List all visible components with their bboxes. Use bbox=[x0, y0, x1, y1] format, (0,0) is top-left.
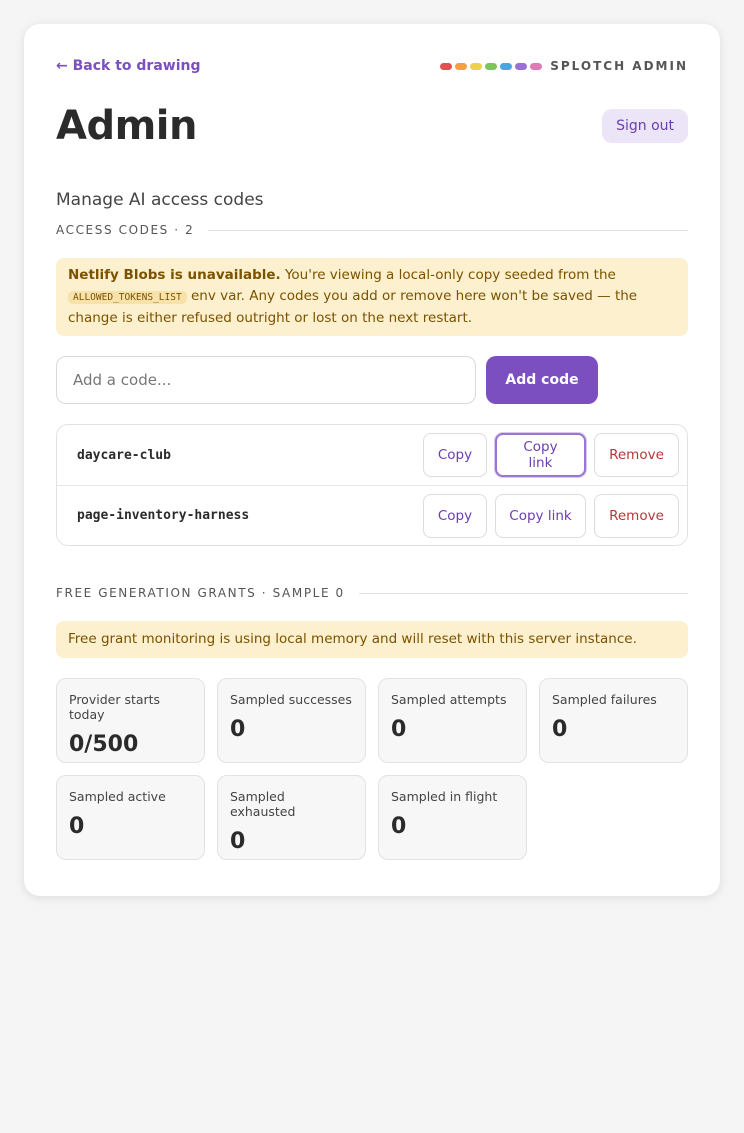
stats-grid bbox=[56, 678, 688, 860]
page-title: Admin bbox=[56, 103, 197, 149]
stat-value: 0 bbox=[391, 717, 407, 742]
add-code-row bbox=[56, 356, 598, 404]
stat-value: 0 bbox=[69, 814, 85, 839]
row-actions bbox=[423, 433, 679, 477]
stat-value: 0 bbox=[391, 814, 407, 839]
grant-monitoring-notice bbox=[56, 621, 688, 658]
access-codes-section-label: ACCESS CODES · 2 bbox=[56, 223, 195, 237]
brand-dot bbox=[470, 63, 482, 70]
title-row bbox=[56, 104, 688, 148]
copy-link-button[interactable]: Copy link bbox=[495, 433, 586, 477]
copy-link-button[interactable]: Copy link bbox=[495, 494, 586, 538]
remove-button[interactable]: Remove bbox=[594, 494, 679, 538]
stat-card bbox=[539, 678, 688, 763]
add-code-button[interactable]: Add code bbox=[486, 356, 598, 404]
remove-button[interactable]: Remove bbox=[594, 433, 679, 477]
stat-value: 0/500 bbox=[69, 732, 139, 757]
brand-dot bbox=[515, 63, 527, 70]
code-row bbox=[57, 485, 687, 545]
copy-button[interactable]: Copy bbox=[423, 433, 487, 477]
brand-dot bbox=[455, 63, 467, 70]
stat-value: 0 bbox=[230, 829, 246, 854]
page-subtitle: Manage AI access codes bbox=[56, 190, 264, 210]
brand bbox=[440, 59, 688, 73]
stat-label: Provider starts today bbox=[69, 692, 161, 722]
stat-card bbox=[217, 678, 366, 763]
brand-dot bbox=[530, 63, 542, 70]
code-name: daycare-club bbox=[77, 447, 171, 463]
code-row bbox=[57, 425, 687, 485]
row-actions bbox=[423, 494, 679, 538]
codes-list bbox=[56, 424, 688, 546]
brand-dot bbox=[485, 63, 497, 70]
admin-card bbox=[24, 24, 720, 896]
stat-value: 0 bbox=[230, 717, 246, 742]
top-bar bbox=[56, 57, 688, 75]
brand-label: SPLOTCH ADMIN bbox=[550, 59, 688, 73]
notice-bold-text: Netlify Blobs is unavailable. bbox=[68, 267, 281, 283]
stat-card bbox=[56, 775, 205, 860]
copy-button[interactable]: Copy bbox=[423, 494, 487, 538]
notice-text: You're viewing a local-only copy seeded from the bbox=[280, 267, 616, 283]
stat-label: Sampled in flight bbox=[391, 789, 498, 804]
stat-label: Sampled attempts bbox=[391, 692, 507, 707]
notice-text: Free grant monitoring is using local memory and will reset with this server instance. bbox=[68, 631, 637, 647]
stat-card bbox=[378, 775, 527, 860]
blobs-unavailable-notice bbox=[56, 258, 688, 336]
grants-section-header bbox=[56, 586, 688, 600]
brand-dots-icon bbox=[440, 63, 542, 70]
stat-label: Sampled successes bbox=[230, 692, 352, 707]
stat-label: Sampled exhausted bbox=[230, 789, 296, 819]
env-var-code: ALLOWED_TOKENS_LIST bbox=[68, 291, 187, 304]
stat-label: Sampled active bbox=[69, 789, 166, 804]
stat-card bbox=[217, 775, 366, 860]
stat-value: 0 bbox=[552, 717, 568, 742]
stat-card bbox=[378, 678, 527, 763]
sign-out-button[interactable]: Sign out bbox=[602, 109, 688, 143]
brand-dot bbox=[500, 63, 512, 70]
notice-text: env var. Any codes you add or remove here won't be saved — the change is either refused outright or lost on the next restart. bbox=[68, 288, 638, 326]
back-to-drawing-link[interactable]: ← Back to drawing bbox=[56, 58, 201, 74]
code-name: page-inventory-harness bbox=[77, 508, 250, 523]
stat-label: Sampled failures bbox=[552, 692, 657, 707]
add-code-input[interactable] bbox=[56, 356, 476, 404]
access-codes-section-header bbox=[56, 223, 688, 237]
grants-section-label: FREE GENERATION GRANTS · SAMPLE 0 bbox=[56, 586, 345, 600]
brand-dot bbox=[440, 63, 452, 70]
stat-card bbox=[56, 678, 205, 763]
section-divider bbox=[208, 230, 688, 231]
section-divider bbox=[359, 593, 688, 594]
